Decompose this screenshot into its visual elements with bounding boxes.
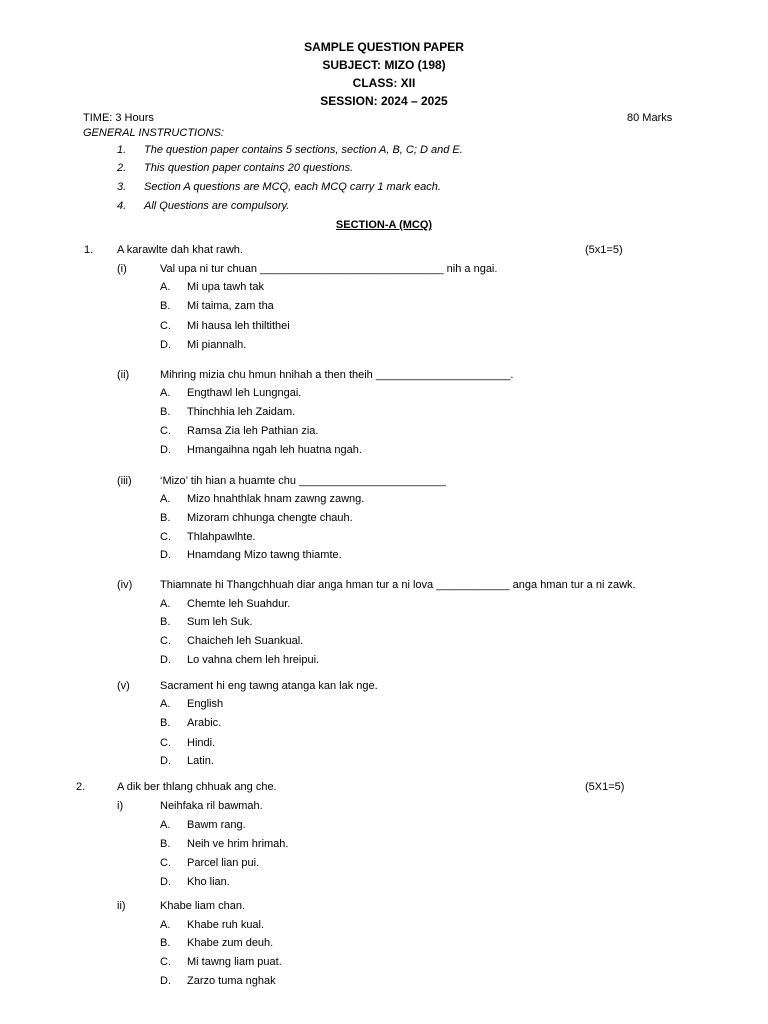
option-letter: B. xyxy=(160,838,171,850)
question-number: 1. xyxy=(84,244,94,256)
option-text: Engthawl leh Lungngai. xyxy=(187,387,302,399)
option-letter: A. xyxy=(160,387,171,399)
sub-question-text: Khabe liam chan. xyxy=(160,900,245,912)
instruction-number: 3. xyxy=(117,181,127,193)
question-text: A karawlte dah khat rawh. xyxy=(117,244,243,256)
option-text: Mi upa tawh tak xyxy=(187,281,265,293)
option-letter: B. xyxy=(160,616,171,628)
sub-question-label: i) xyxy=(117,800,124,812)
time-label: TIME: 3 Hours xyxy=(83,112,154,124)
option-text: Bawm rang. xyxy=(187,819,246,831)
option-letter: C. xyxy=(160,635,171,647)
option-text: Thlahpawlhte. xyxy=(187,531,256,543)
option-text: Ramsa Zia leh Pathian zia. xyxy=(187,425,319,437)
option-letter: B. xyxy=(160,937,171,949)
option-text: Hnamdang Mizo tawng thiamte. xyxy=(187,549,342,561)
section-a-title: SECTION-A (MCQ) xyxy=(335,219,433,231)
option-text: Arabic. xyxy=(187,717,222,729)
option-letter: A. xyxy=(160,919,171,931)
option-text: Hindi. xyxy=(187,737,216,749)
option-letter: C. xyxy=(160,531,171,543)
option-letter: D. xyxy=(160,654,171,666)
option-letter: D. xyxy=(160,339,171,351)
sub-question-label: (v) xyxy=(117,680,130,692)
option-text: Mi taima, zam tha xyxy=(187,300,274,312)
marks-label: 80 Marks xyxy=(627,112,673,124)
option-text: Mi hausa leh thiltithei xyxy=(187,320,290,332)
option-letter: A. xyxy=(160,281,171,293)
option-text: Chaicheh leh Suankual. xyxy=(187,635,304,647)
paper-session: SESSION: 2024 – 2025 xyxy=(320,94,448,108)
instruction-text: The question paper contains 5 sections, section A, B, C; D and E. xyxy=(144,144,463,156)
option-letter: A. xyxy=(160,598,171,610)
paper-subject: SUBJECT: MIZO (198) xyxy=(322,58,446,72)
option-text: Hmangaihna ngah leh huatna ngah. xyxy=(187,444,362,456)
sub-question-text: ‘Mizo’ tih hian a huamte chu ________________________ xyxy=(160,475,446,487)
option-text: Latin. xyxy=(187,755,214,767)
question-text: A dik ber thlang chhuak ang che. xyxy=(117,781,277,793)
instruction-number: 4. xyxy=(117,200,127,212)
option-letter: A. xyxy=(160,819,171,831)
option-text: Zarzo tuma nghak xyxy=(187,975,276,987)
option-letter: D. xyxy=(160,975,171,987)
instruction-text: Section A questions are MCQ, each MCQ carry 1 mark each. xyxy=(144,181,441,193)
paper-title: SAMPLE QUESTION PAPER xyxy=(304,40,464,54)
option-text: Chemte leh Suahdur. xyxy=(187,598,291,610)
question-marks: (5X1=5) xyxy=(585,781,625,793)
instruction-number: 2. xyxy=(117,162,127,174)
sub-question-label: (iv) xyxy=(117,579,133,591)
option-letter: B. xyxy=(160,512,171,524)
sub-question-label: (i) xyxy=(117,263,127,275)
option-letter: D. xyxy=(160,444,171,456)
option-text: Khabe zum deuh. xyxy=(187,937,274,949)
option-text: English xyxy=(187,698,224,710)
sub-question-text: Thiamnate hi Thangchhuah diar anga hman tur a ni lova ____________ anga hman tur a ni zawk. xyxy=(160,579,636,591)
option-text: Mizoram chhunga chengte chauh. xyxy=(187,512,353,524)
option-letter: C. xyxy=(160,857,171,869)
option-text: Neih ve hrim hrimah. xyxy=(187,838,289,850)
option-text: Mi tawng liam puat. xyxy=(187,956,282,968)
option-text: Thinchhia leh Zaidam. xyxy=(187,406,296,418)
instructions-heading: GENERAL INSTRUCTIONS: xyxy=(83,127,224,139)
instruction-number: 1. xyxy=(117,144,127,156)
option-letter: C. xyxy=(160,956,171,968)
option-letter: B. xyxy=(160,300,171,312)
option-text: Kho lian. xyxy=(187,876,230,888)
sub-question-text: Sacrament hi eng tawng atanga kan lak nge. xyxy=(160,680,378,692)
option-text: Parcel lian pui. xyxy=(187,857,260,869)
option-text: Khabe ruh kual. xyxy=(187,919,265,931)
sub-question-label: (ii) xyxy=(117,369,130,381)
option-text: Sum leh Suk. xyxy=(187,616,253,628)
question-marks: (5x1=5) xyxy=(585,244,623,256)
instruction-text: This question paper contains 20 questions. xyxy=(144,162,354,174)
option-text: Mi piannalh. xyxy=(187,339,247,351)
sub-question-text: Neihfaka ril bawmah. xyxy=(160,800,263,812)
option-letter: B. xyxy=(160,717,171,729)
sub-question-label: ii) xyxy=(117,900,126,912)
option-letter: A. xyxy=(160,493,171,505)
paper-class: CLASS: XII xyxy=(352,76,416,90)
option-letter: C. xyxy=(160,320,171,332)
option-text: Mizo hnahthlak hnam zawng zawng. xyxy=(187,493,365,505)
option-letter: B. xyxy=(160,406,171,418)
option-letter: D. xyxy=(160,755,171,767)
option-letter: C. xyxy=(160,737,171,749)
option-letter: C. xyxy=(160,425,171,437)
option-letter: D. xyxy=(160,876,171,888)
option-letter: D. xyxy=(160,549,171,561)
instruction-text: All Questions are compulsory. xyxy=(144,200,290,212)
option-letter: A. xyxy=(160,698,171,710)
question-number: 2. xyxy=(76,781,86,793)
sub-question-label: (iii) xyxy=(117,475,132,487)
sub-question-text: Val upa ni tur chuan ______________________________ nih a ngai. xyxy=(160,263,498,275)
option-text: Lo vahna chem leh hreipui. xyxy=(187,654,320,666)
sub-question-text: Mihring mizia chu hmun hnihah a then theih ______________________. xyxy=(160,369,514,381)
